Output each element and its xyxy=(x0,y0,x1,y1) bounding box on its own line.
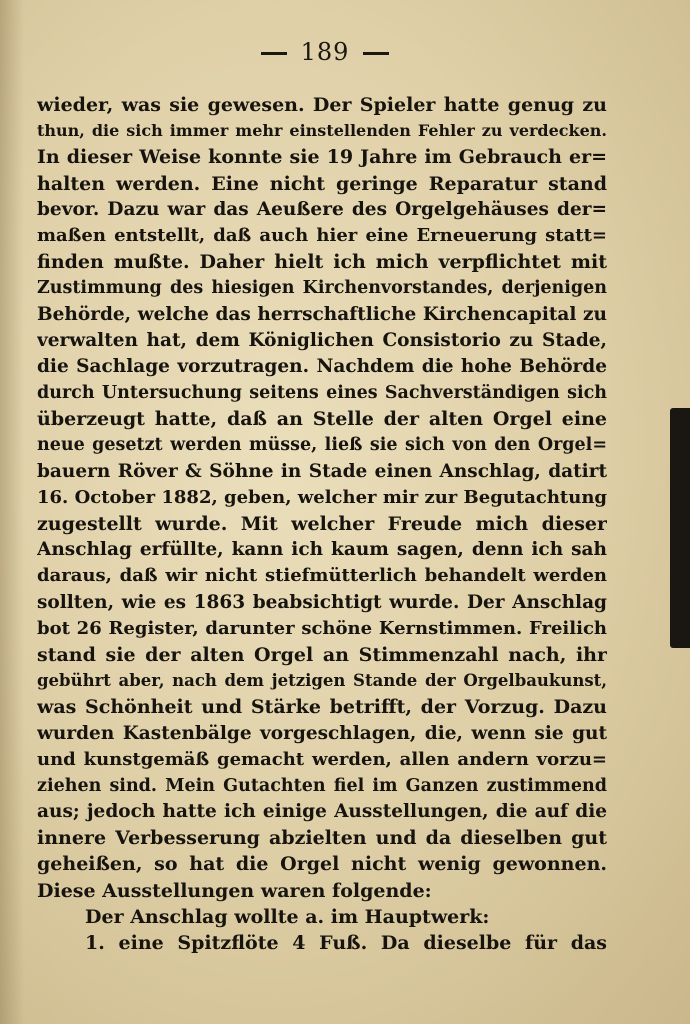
text-line: was Schönheit und Stärke betrifft, der Vorzug. Dazu xyxy=(37,696,607,719)
text-line: halten werden. Eine nicht geringe Reparatur stand xyxy=(37,172,607,195)
text-line: Anschlag erfüllte, kann ich kaum sagen, denn ich sah xyxy=(37,539,607,561)
text-line: neue gesetzt werden müsse, ließ sie sich von den Orgel= xyxy=(37,435,607,456)
text-line: daraus, daß wir nicht stiefmütterlich behandelt werden xyxy=(37,565,607,587)
text-line: Diese Ausstellungen waren folgende: xyxy=(37,879,432,902)
text-line: aus; jedoch hatte ich einige Ausstellungen, die auf die xyxy=(37,801,607,823)
text-line: sollten, wie es 1863 beabsichtigt wurde. Der Anschlag xyxy=(37,591,607,613)
page-number: 189 xyxy=(300,38,350,66)
page-edge-shadow xyxy=(0,0,24,1024)
text-line: finden mußte. Daher hielt ich mich verpflichtet mit xyxy=(37,251,607,274)
text-line: 1. eine Spitzflöte 4 Fuß. Da dieselbe für das xyxy=(85,932,607,954)
text-line: innere Verbesserung abzielten und da dieselben gut xyxy=(37,827,607,850)
header-dash-right xyxy=(363,52,389,55)
page-header xyxy=(0,38,650,66)
text-line: zugestellt wurde. Mit welcher Freude mich dieser xyxy=(37,513,607,535)
text-line: geheißen, so hat die Orgel nicht wenig gewonnen. xyxy=(37,853,607,876)
body-text xyxy=(37,92,607,956)
text-line: thun, die sich immer mehr einstellenden Fehler zu verdecken. xyxy=(37,121,607,141)
text-line: stand sie der alten Orgel an Stimmenzahl nach, ihr xyxy=(37,643,607,666)
text-line: bevor. Dazu war das Aeußere des Orgelgehäuses der= xyxy=(37,198,607,220)
text-line: Behörde, welche das herrschaftliche Kirchencapital zu xyxy=(37,303,607,325)
text-line: 16. October 1882, geben, welcher mir zur Begutachtung xyxy=(37,486,607,508)
text-line: Der Anschlag wollte a. im Hauptwerk: xyxy=(85,905,490,928)
text-line: bot 26 Register, darunter schöne Kernstimmen. Freilich xyxy=(37,617,607,639)
header-dash-left xyxy=(261,52,287,55)
text-line: Zustimmung des hiesigen Kirchenvorstandes, derjenigen xyxy=(37,278,607,299)
text-line: wieder, was sie gewesen. Der Spieler hatte genug zu xyxy=(37,94,607,116)
page-edge-tab xyxy=(670,408,690,648)
text-line: verwalten hat, dem Königlichen Consistorio zu Stade, xyxy=(37,329,607,351)
text-line: bauern Röver & Söhne in Stade einen Anschlag, datirt xyxy=(37,460,607,482)
text-line: überzeugt hatte, daß an Stelle der alten Orgel eine xyxy=(37,408,607,431)
text-line: ziehen sind. Mein Gutachten fiel im Ganzen zustimmend xyxy=(37,775,607,796)
text-line: wurden Kastenbälge vorgeschlagen, die, wenn sie gut xyxy=(37,722,607,744)
text-line: In dieser Weise konnte sie 19 Jahre im Gebrauch er= xyxy=(37,146,607,169)
text-line: maßen entstellt, daß auch hier eine Erneuerung statt= xyxy=(37,224,607,246)
text-line: und kunstgemäß gemacht werden, allen andern vorzu= xyxy=(37,748,607,770)
text-line: die Sachlage vorzutragen. Nachdem die hohe Behörde xyxy=(37,355,607,377)
text-line: gebührt aber, nach dem jetzigen Stande der Orgelbaukunst, xyxy=(37,671,607,691)
text-line: durch Untersuchung seitens eines Sachverständigen sich xyxy=(37,383,607,404)
